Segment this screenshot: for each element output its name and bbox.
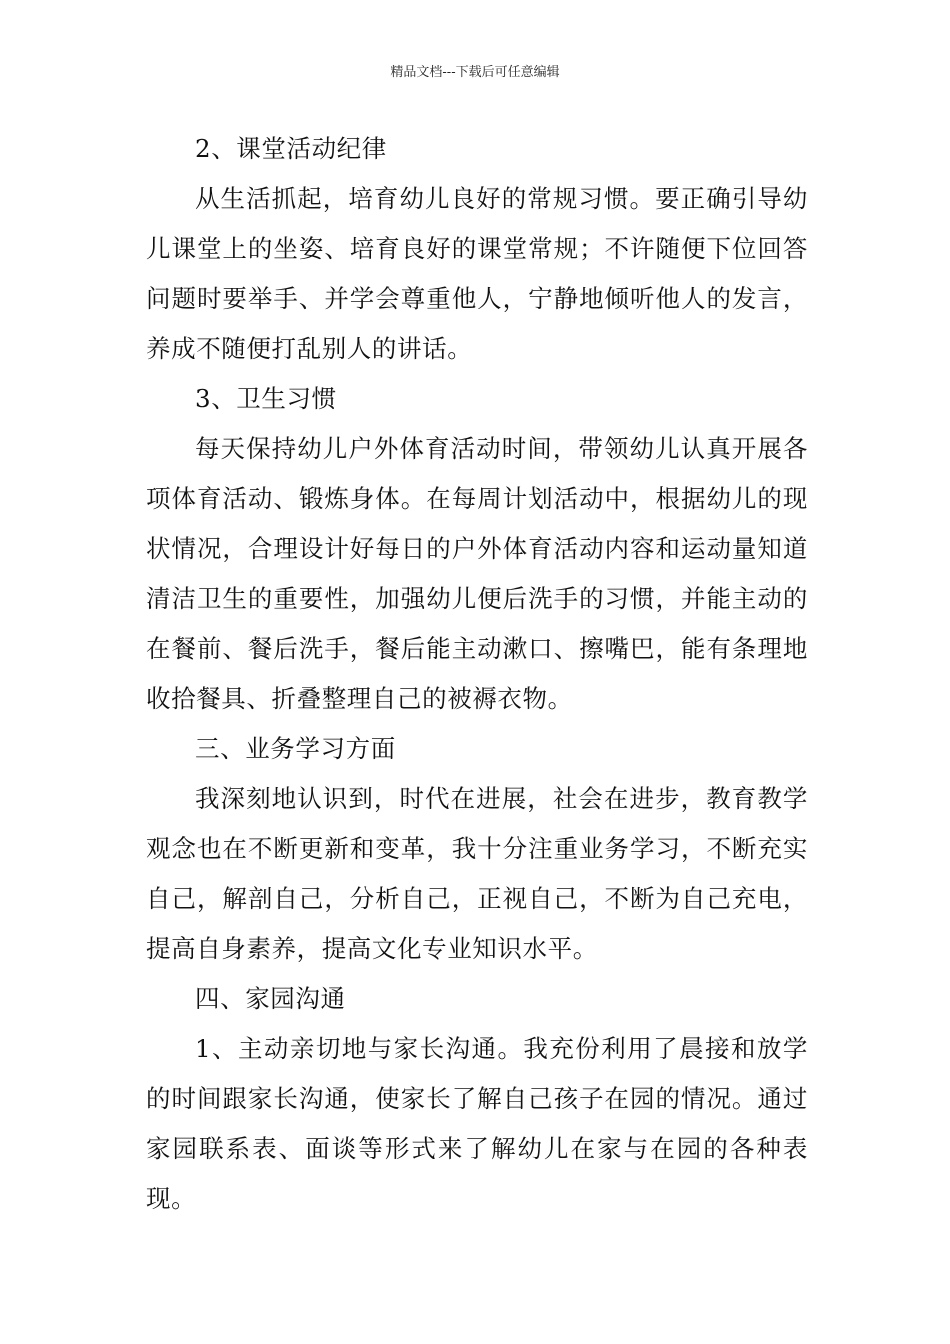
paragraph-professional-learning: 我深刻地认识到，时代在进展，社会在进步，教育教学观念也在不断更新和变革，我十分注重业务学习，不断充实自己，解剖自己，分析自己，正视自己，不断为自己充电，提高自身素养，提高文化专业知识水平。 — [146, 784, 808, 963]
section-heading-home-school-communication: 四、家园沟通 — [195, 984, 346, 1013]
document-body — [146, 124, 808, 1224]
page-header: 精品文档---下载后可任意编辑 — [390, 65, 560, 80]
paragraph-hygiene-activities: 每天保持幼儿户外体育活动时间，带领幼儿认真开展各项体育活动、锻炼身体。在每周计划活动中，根据幼儿的现状情况，合理设计好每日的户外体育活动内容和运动量知道清洁卫生的重要性，加强幼儿便后洗手的习惯，并能主动的在餐前、餐后洗手，餐后能主动漱口、擦嘴巴，能有条理地收拾餐具、折叠整理自己的被褥衣物。 — [146, 434, 808, 713]
section-heading-hygiene-habits: 3、卫生习惯 — [195, 384, 337, 413]
paragraph-classroom-habits: 从生活抓起，培育幼儿良好的常规习惯。要正确引导幼儿课堂上的坐姿、培育良好的课堂常规；不许随便下位回答问题时要举手、并学会尊重他人，宁静地倾听他人的发言，养成不随便打乱别人的讲话。 — [146, 184, 808, 363]
section-heading-professional-learning: 三、业务学习方面 — [195, 734, 396, 763]
section-heading-classroom-discipline: 2、课堂活动纪律 — [195, 134, 387, 163]
paragraph-parent-communication: 1、主动亲切地与家长沟通。我充份利用了晨接和放学的时间跟家长沟通，使家长了解自己孩子在园的情况。通过家园联系表、面谈等形式来了解幼儿在家与在园的各种表现。 — [146, 1034, 808, 1213]
